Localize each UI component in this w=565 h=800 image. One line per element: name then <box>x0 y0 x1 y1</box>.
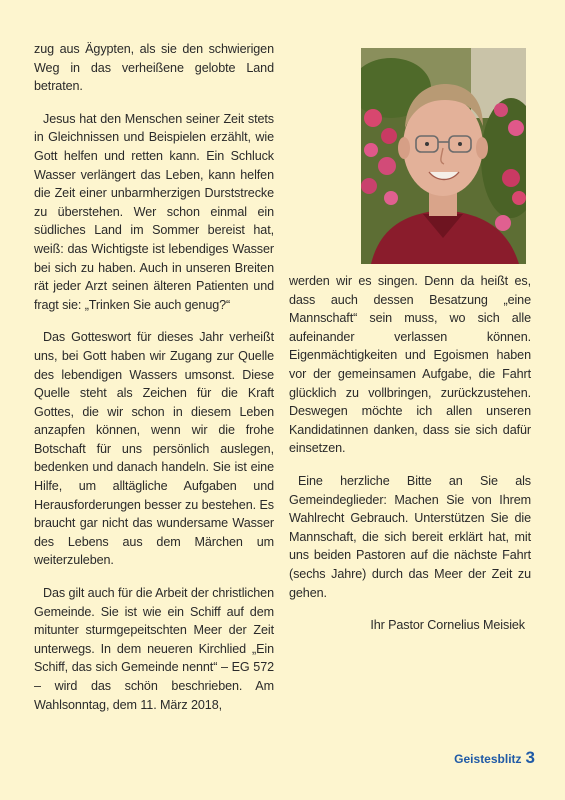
portrait-image <box>361 48 526 264</box>
left-column <box>34 40 274 728</box>
paragraph: Das Gotteswort für dieses Jahr verheißt uns, bei Gott haben wir Zugang zur Quelle des lebendigen Wassers umsonst. Diese Quelle steht als Zeichen für die Kraft Gottes, die wir schon in diesem Leben anzapfen können, wenn wir die frohe Botschaft für uns persönlich auslegen, bedenken und danach handeln. Sie ist eine Hilfe, um alltägliche Aufgaben und Herausforderungen besser zu bestehen. Es braucht gar nicht das wundersame Wasser des Lebens aus dem Märchen um weiterzuleben. <box>34 330 274 568</box>
paragraph: Jesus hat den Menschen seiner Zeit stets in Gleichnissen und Beispielen erzählt, wie Gott helfen und retten kann. Ein Schluck Wasser verlängert das Leben, kann helfen die Zeit einer unbarmherzigen Durststrecke zu überstehen. Wer schon einmal ein südliches Land im Sommer bereist hat, weiß: das Wichtigste ist lebendiges Wasser bei sich zu haben. Auch in unseren Breiten rät jeder Arzt seinen älteren Patienten und fragt sie: „Trinken Sie auch genug?“ <box>34 111 274 312</box>
paragraph: werden wir es singen. Denn da heißt es, dass auch dessen Besatzung „eine Mannschaft“ sein muss, wo sich alle aufeinander verlassen können. Eigenmächtigkeiten und Egoismen haben vor der gemeinsamen Aufgabe, die Fahrt glücklich zu vollbringen, zurückzustehen. Deswegen möchte ich allen unseren Kandidatinnen danken, dass sie sich dafür einsetzen. <box>289 274 531 456</box>
magazine-name: Geistesblitz <box>454 752 522 766</box>
paragraph: Eine herzliche Bitte an Sie als Gemeindeglieder: Machen Sie von Ihrem Wahlrecht Gebrauch. Unterstützen Sie die Mannschaft, die sich bereit erklärt hat, mit uns beiden Pastoren auf die nächste Fahrt (sechs Jahre) durch das Meer der Zeit zu gehen. <box>289 473 531 600</box>
paragraph: zug aus Ägypten, als sie den schwierigen Weg in das verheißene gelobte Land betraten. <box>34 42 274 94</box>
signature: Ihr Pastor Cornelius Meisiek <box>370 618 525 633</box>
paragraph: Das gilt auch für die Arbeit der christlichen Gemeinde. Sie ist wie ein Schiff auf dem mitunter sturmgepeitschten Meer der Zeit unterwegs. In dem neueren Kirchlied „Ein Schiff, das sich Gemeinde nennt“ – EG 572 – wird das schön beschrieben. Am Wahlsonntag, dem 11. März 2018, <box>34 586 274 712</box>
page-number: 3 <box>525 748 535 767</box>
right-column <box>289 272 531 649</box>
pastor-portrait-photo <box>361 48 526 264</box>
page-footer <box>454 748 535 768</box>
